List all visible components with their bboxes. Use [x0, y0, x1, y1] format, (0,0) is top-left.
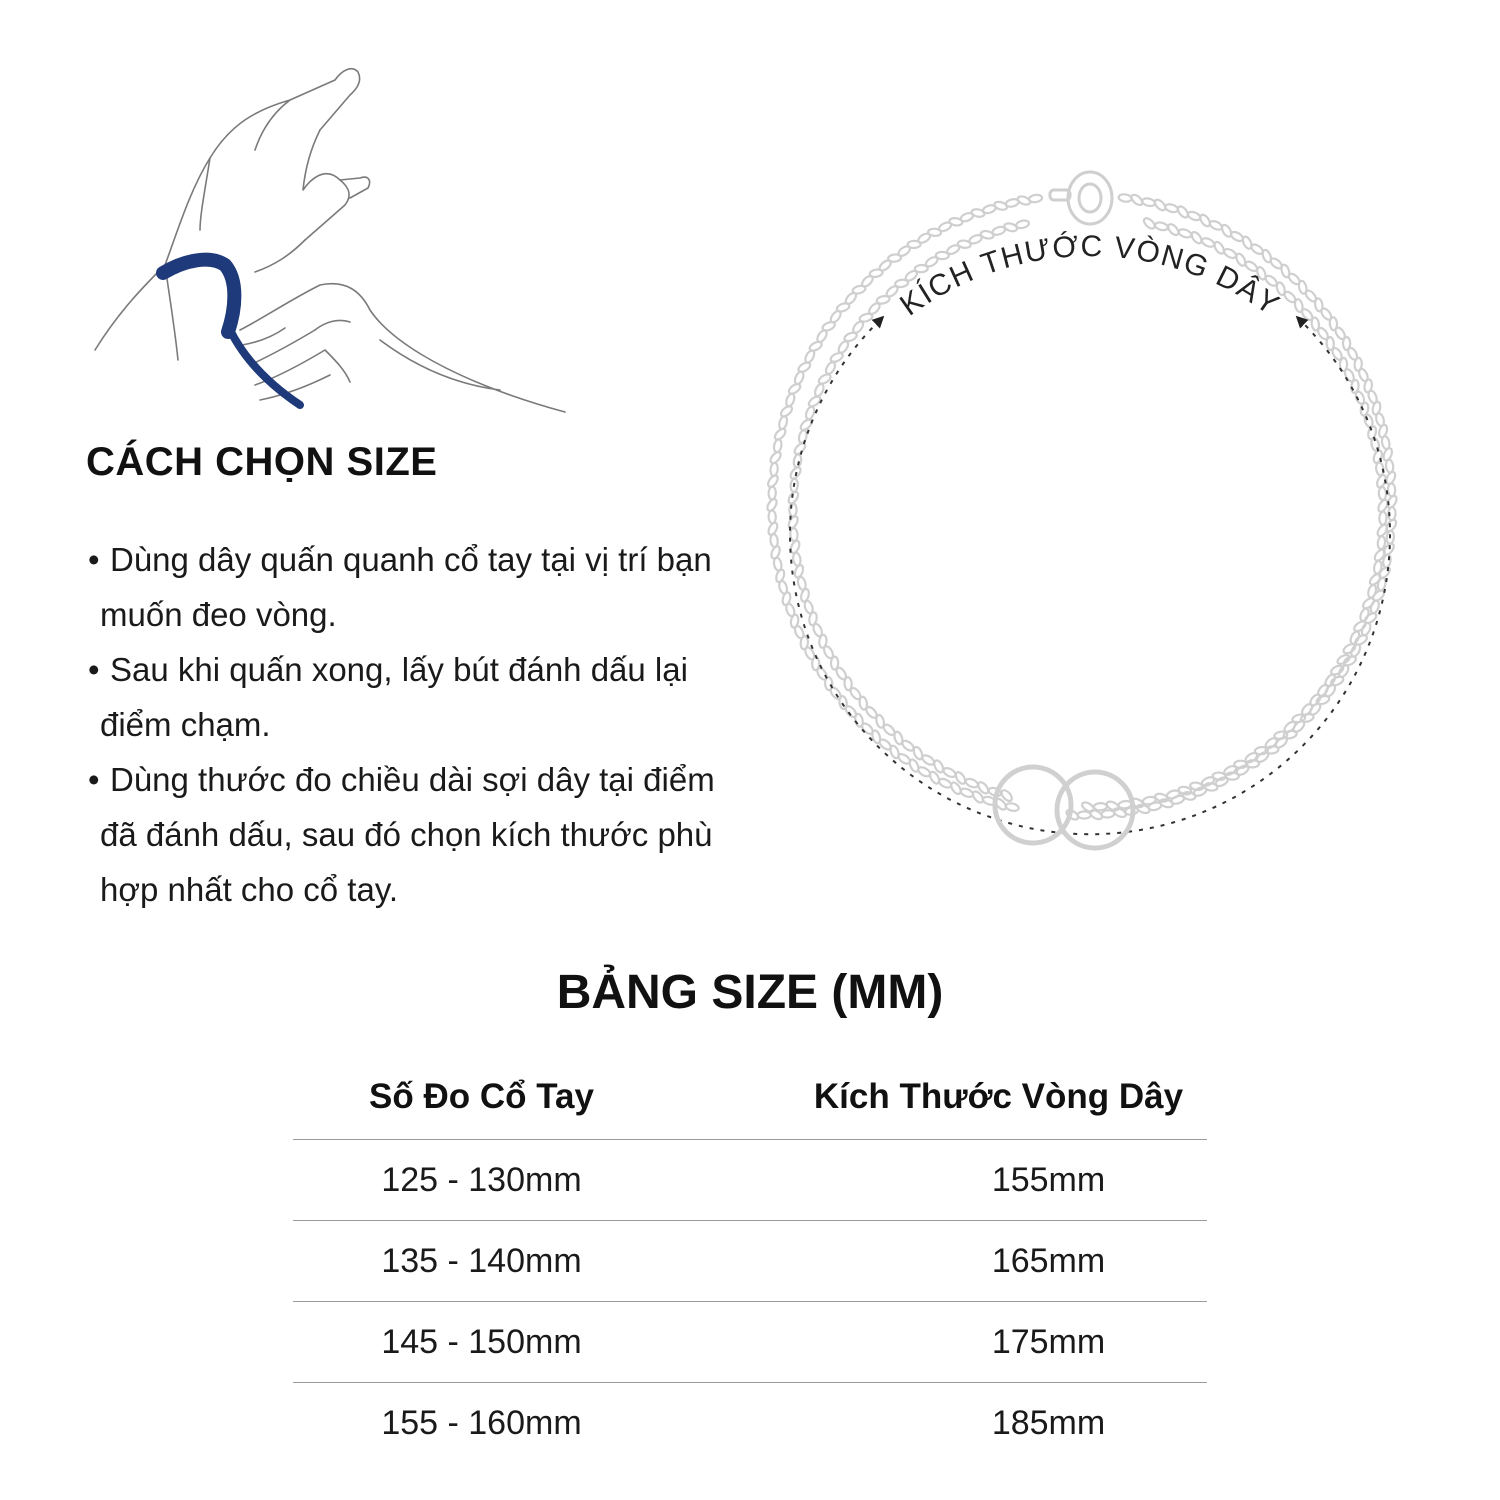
interlocking-rings-icon	[995, 767, 1133, 848]
size-table	[293, 1055, 1207, 1463]
clasp-icon	[1050, 172, 1112, 224]
guide-step-text: Dùng dây quấn quanh cổ tay tại vị trí bạn muốn đeo vòng.	[100, 541, 712, 633]
header-wrist-measurement: Số Đo Cổ Tay	[293, 1055, 750, 1140]
table-row	[293, 1221, 1207, 1302]
guide-step-text: Dùng thước đo chiều dài sợi dây tại điểm đã đánh dấu, sau đó chọn kích thước phù hợp nhất cho cổ tay.	[100, 761, 715, 908]
bullet-icon: •	[88, 761, 100, 798]
wrist-size-cell: 125 - 130mm	[293, 1140, 750, 1221]
guide-steps-list	[88, 532, 748, 917]
table-row	[293, 1140, 1207, 1221]
bullet-icon: •	[88, 651, 100, 688]
guide-step	[88, 752, 748, 917]
bracelet-size-cell: 185mm	[991, 1403, 1106, 1442]
bracelet-size-cell: 155mm	[750, 1140, 1207, 1221]
chain-icon	[766, 193, 1399, 821]
table-row	[293, 1302, 1207, 1383]
bracelet-size-cell: 175mm	[750, 1302, 1207, 1383]
guide-step	[88, 532, 748, 642]
bracelet-illustration	[740, 150, 1440, 880]
hand-measuring-illustration	[60, 40, 580, 440]
bracelet-size-cell: 165mm	[750, 1221, 1207, 1302]
wrist-size-cell: 155 - 160mm	[381, 1403, 582, 1442]
guide-step-text: Sau khi quấn xong, lấy bút đánh dấu lại điểm chạm.	[100, 651, 688, 743]
bracelet-size-label: KÍCH THƯỚC VÒNG DÂY	[894, 230, 1286, 323]
size-table-title: BẢNG SIZE (MM)	[556, 966, 944, 1019]
wrist-size-cell: 145 - 150mm	[293, 1302, 750, 1383]
bullet-icon: •	[88, 541, 100, 578]
table-header-row	[293, 1055, 1207, 1140]
measure-arc-icon	[790, 320, 1390, 834]
guide-title: CÁCH CHỌN SIZE	[86, 440, 438, 484]
table-row	[293, 1383, 1207, 1464]
header-bracelet-length: Kích Thước Vòng Dây	[750, 1055, 1207, 1140]
guide-step	[88, 642, 748, 752]
wrist-size-cell: 135 - 140mm	[293, 1221, 750, 1302]
